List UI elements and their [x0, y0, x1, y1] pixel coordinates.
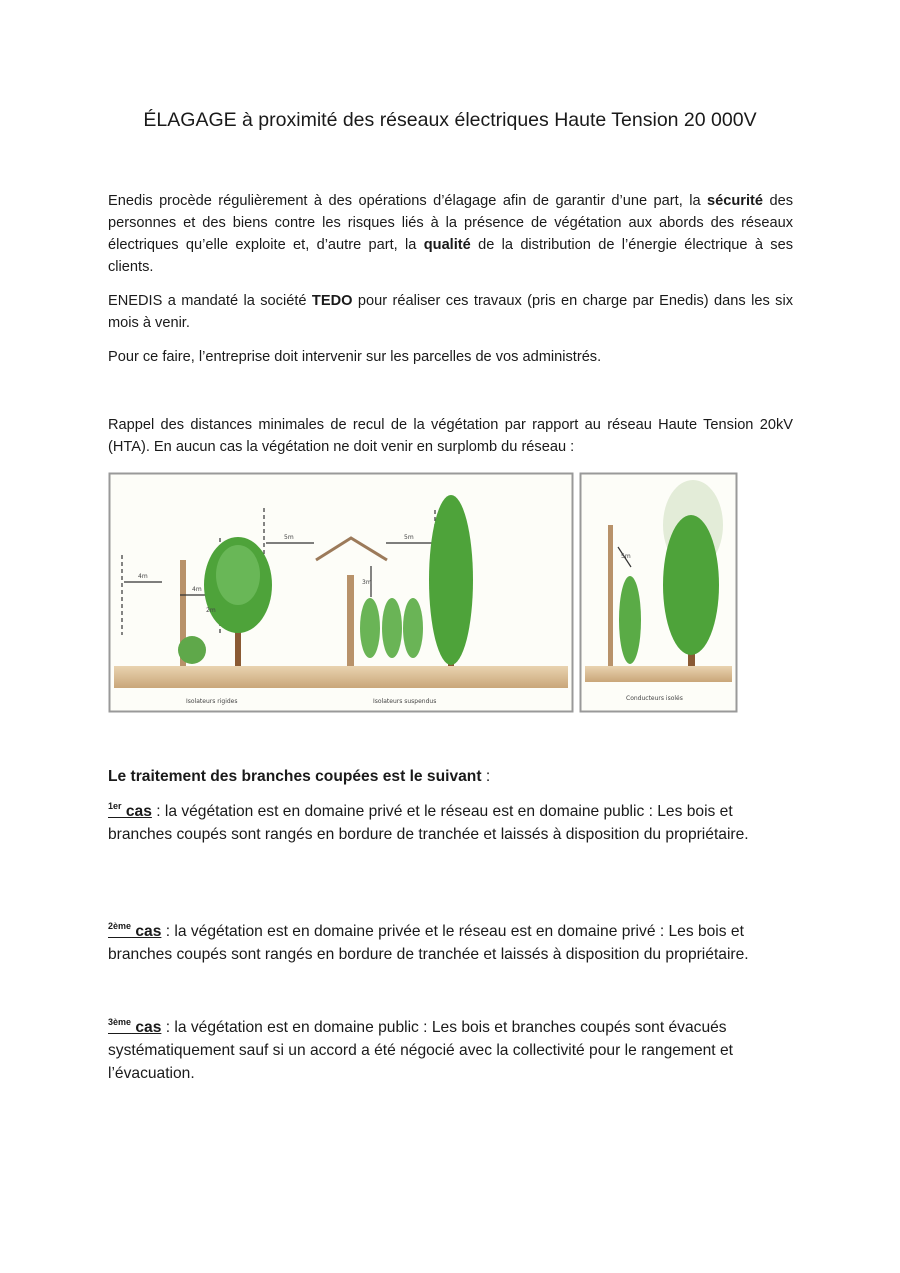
pole	[608, 525, 613, 666]
text: cas	[131, 923, 162, 940]
case-label	[108, 1019, 161, 1036]
superscript: 1er	[108, 801, 122, 811]
text: cas	[131, 1019, 162, 1036]
bold-securite: sécurité	[707, 193, 764, 209]
caption-suspended-insulators: Isolateurs suspendus	[373, 698, 437, 705]
text: Enedis procède régulièrement à des opérations d’élagage afin de garantir d’une part, la	[108, 193, 708, 209]
text: cas	[121, 803, 152, 820]
case-text: : la végétation est en domaine public : Les bois et branches coupés sont évacués systématiquement sauf si un accord a été négocié avec la collectivité pour le rangement et l’évacuation.	[108, 1019, 733, 1082]
paragraph-intervention: Pour ce faire, l’entreprise doit intervenir sur les parcelles de vos administrés.	[108, 349, 602, 365]
page-title: ÉLAGAGE à proximité des réseaux électriques Haute Tension 20 000V	[143, 109, 757, 131]
treatment-heading	[108, 765, 808, 788]
ground	[585, 666, 732, 682]
pole	[347, 575, 354, 666]
caption-insulated-conductors: Conducteurs isolés	[626, 695, 683, 702]
vegetation-distance-figure	[108, 470, 740, 715]
case-label	[108, 923, 161, 940]
distance-label: 2m	[206, 607, 216, 614]
distance-label: 5m	[621, 553, 631, 560]
paragraph-mandate	[108, 290, 793, 334]
text: ENEDIS a mandaté la société	[108, 293, 312, 309]
distance-label: 3m	[362, 579, 372, 586]
ground	[114, 666, 568, 688]
paragraph-intro	[108, 190, 793, 278]
text: :	[481, 768, 491, 785]
case-label	[108, 803, 152, 820]
case-3	[108, 1016, 808, 1085]
paragraph-distances: Rappel des distances minimales de recul de la végétation par rapport au réseau Haute Tension 20kV (HTA). En aucun cas la végétation ne doit venir en surplomb du réseau :	[108, 417, 793, 455]
bold-qualite: qualité	[423, 237, 471, 253]
case-2	[108, 920, 808, 966]
text: de la distribution de l’énergie électrique à ses clients.	[108, 237, 794, 275]
text: pour réaliser ces travaux (pris en charge par Enedis) dans les six mois à venir.	[108, 293, 793, 331]
caption-rigid-insulators: Isolateurs rigides	[186, 698, 238, 705]
case-text: : la végétation est en domaine privé et le réseau est en domaine public : Les bois et branches coupés sont rangés en bordure de tranchée et laissés à disposition du propriétaire.	[108, 803, 749, 843]
heading-text: Le traitement des branches coupées est le suivant	[108, 768, 482, 785]
distance-label: 4m	[138, 573, 148, 580]
distance-label: 5m	[404, 534, 414, 541]
superscript: 3ème	[108, 1017, 132, 1027]
case-1	[108, 800, 798, 846]
case-text: : la végétation est en domaine privée et le réseau est en domaine privé : Les bois et branches coupés sont rangés en bordure de tranchée et laissés à disposition du propriétaire.	[108, 923, 749, 963]
superscript: 2ème	[108, 921, 132, 931]
distance-label: 5m	[284, 534, 294, 541]
bold-tedo: TEDO	[311, 293, 353, 309]
distance-label: 4m	[192, 586, 202, 593]
text: des personnes et des biens contre les risques liés à la présence de végétation aux abords des réseaux électriques qu’elle exploite et, d’autre part, la	[108, 193, 793, 253]
